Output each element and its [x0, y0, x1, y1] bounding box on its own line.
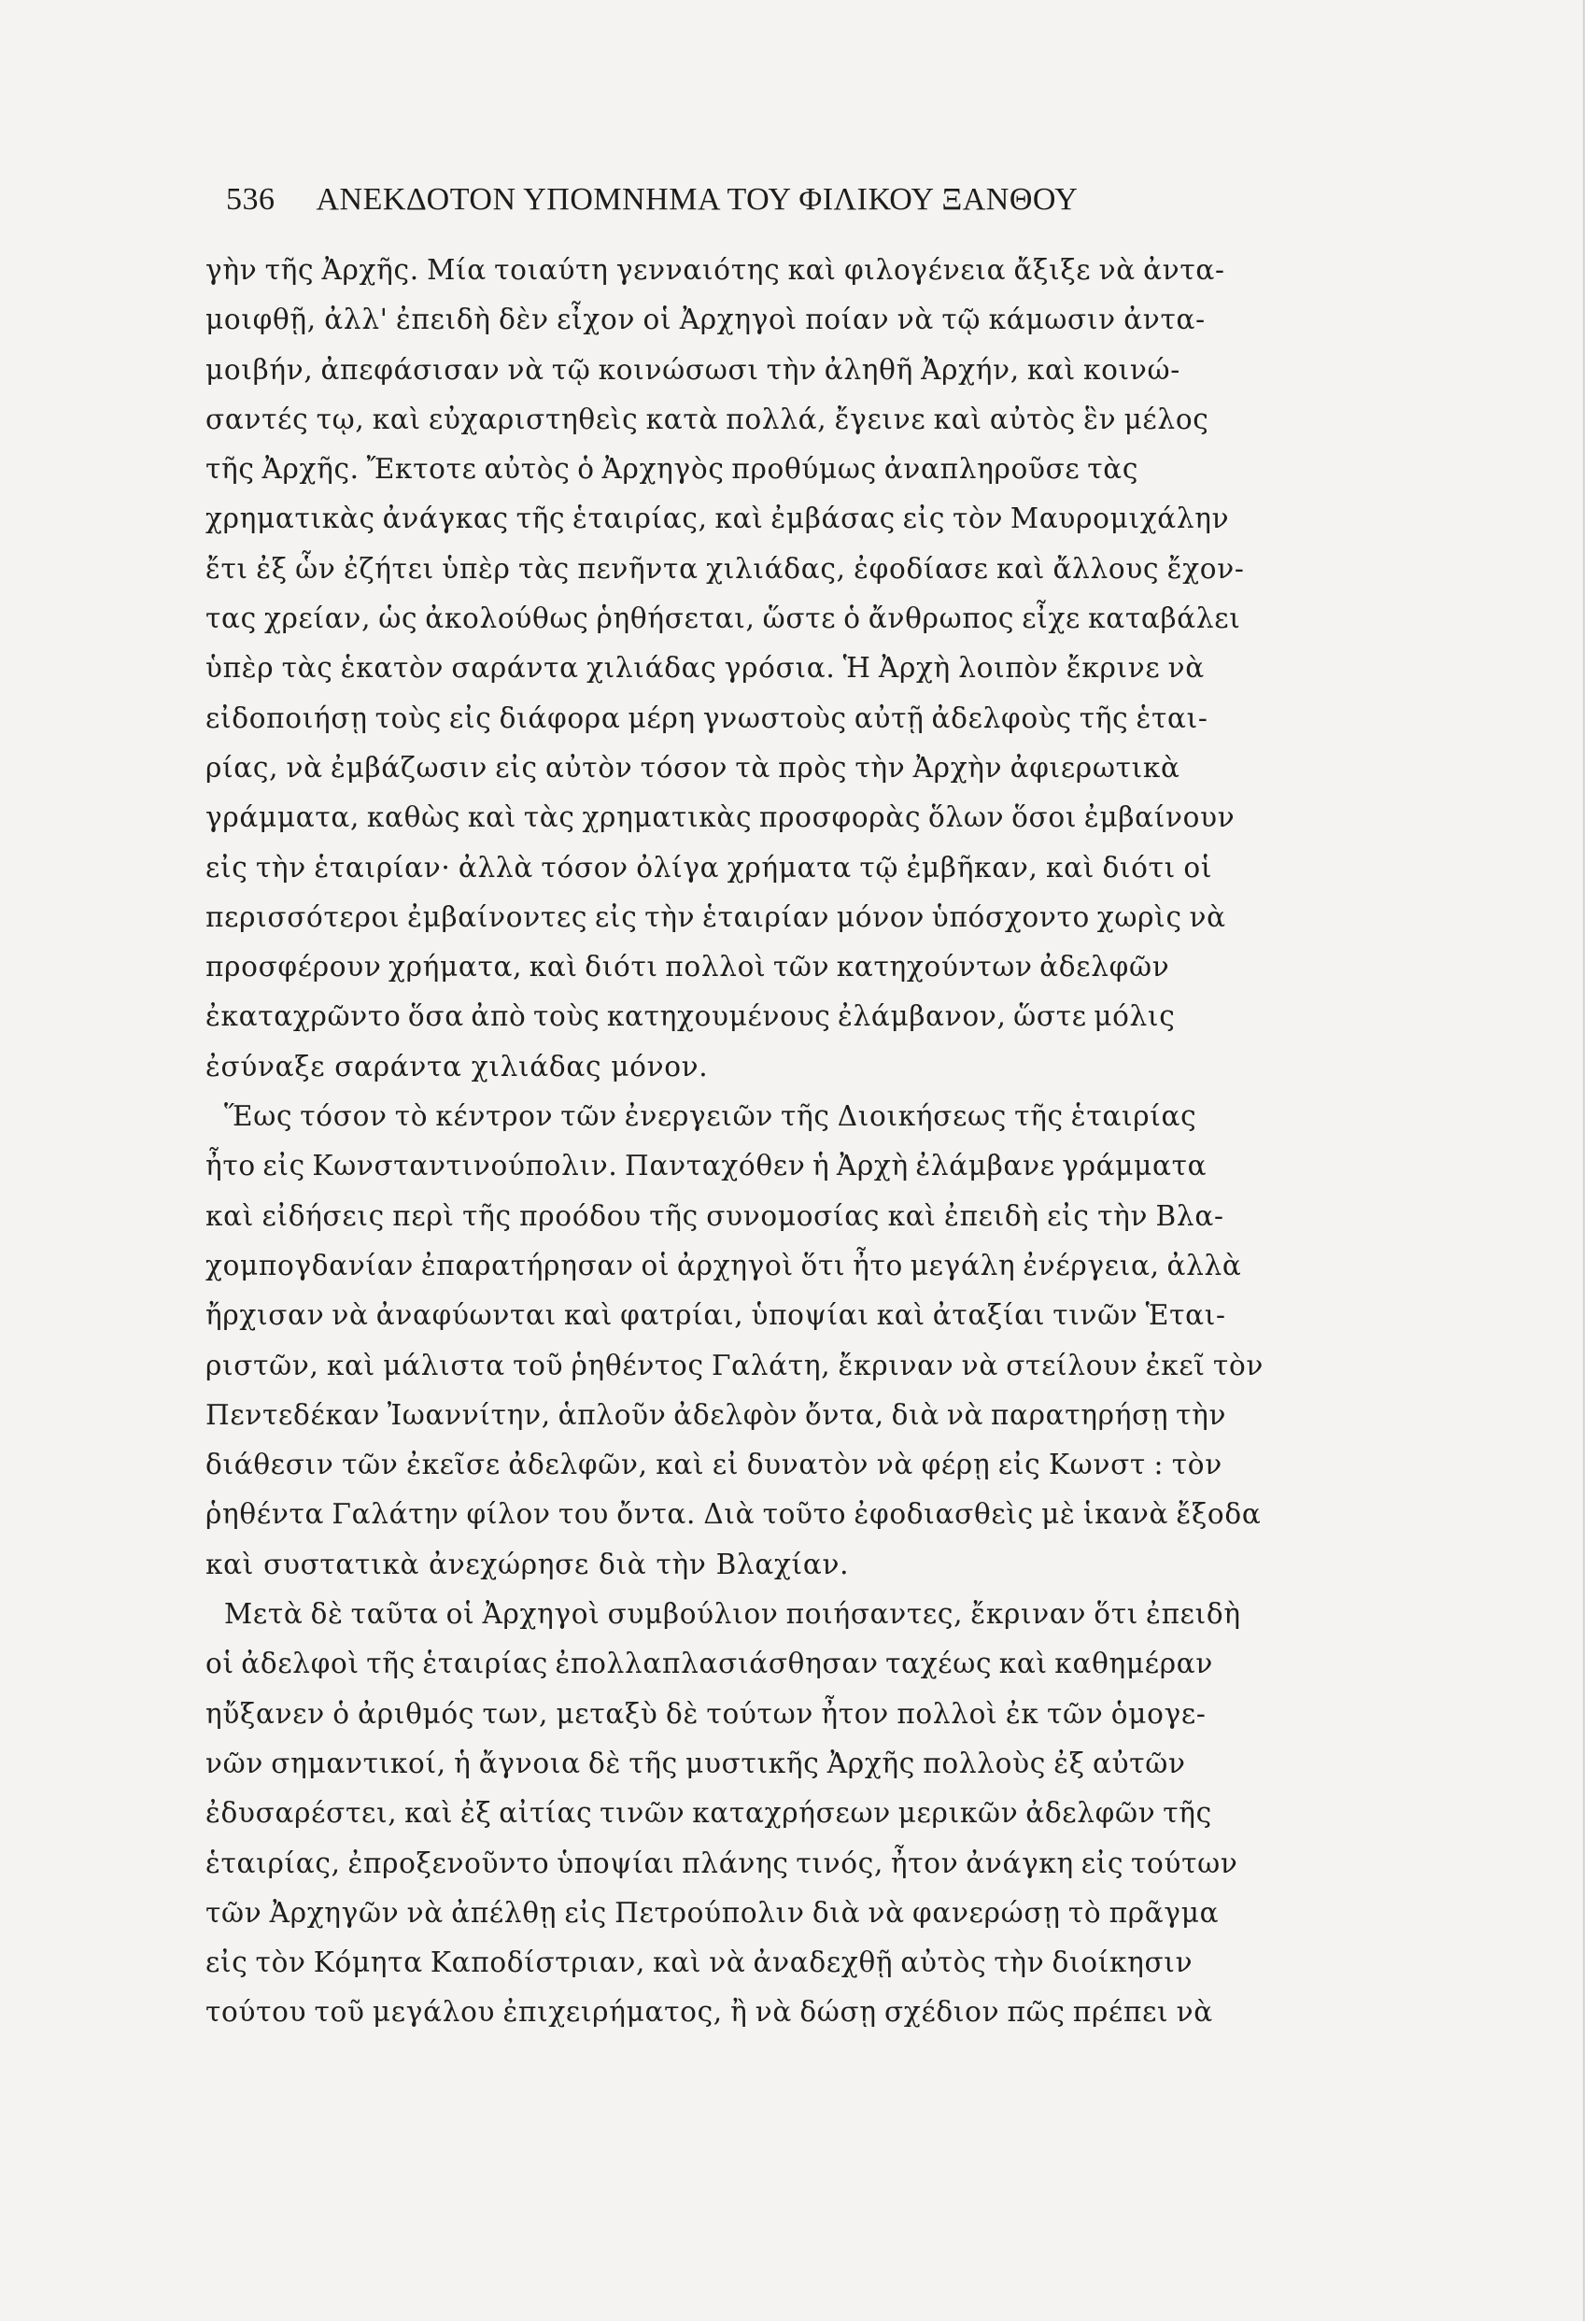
- text-line: ἐδυσαρέστει, καὶ ἐξ αἰτίας τινῶν καταχρήσεων μερικῶν ἀδελφῶν τῆς: [205, 1797, 1212, 1830]
- text-line: μοιφθῇ, ἀλλ' ἐπειδὴ δὲν εἶχον οἱ Ἀρχηγοὶ ποίαν νὰ τῷ κάμωσιν ἀντα-: [205, 304, 1206, 336]
- text-line: καὶ συστατικὰ ἀνεχώρησε διὰ τὴν Βλαχίαν.: [205, 1548, 850, 1580]
- text-line: τῶν Ἀρχηγῶν νὰ ἀπέλθῃ εἰς Πετρούπολιν διὰ νὰ φανερώσῃ τὸ πρᾶγμα: [205, 1896, 1220, 1929]
- text-line: ἑταιρίας, ἐπροξενοῦντο ὑποψίαι πλάνης τινός, ἦτον ἀνάγκη εἰς τούτων: [205, 1847, 1238, 1879]
- text-line: εἰς τὸν Κόμητα Καποδίστριαν, καὶ νὰ ἀναδεχθῇ αὐτὸς τὴν διοίκησιν: [205, 1946, 1193, 1979]
- text-line: οἱ ἀδελφοὶ τῆς ἑταιρίας ἐπολλαπλασιάσθησαν ταχέως καὶ καθημέραν: [205, 1648, 1214, 1680]
- text-line: ἦτο εἰς Κωνσταντινούπολιν. Πανταχόθεν ἡ Ἀρχὴ ἐλάμβανε γράμματα: [205, 1150, 1208, 1182]
- page-number: 536: [226, 182, 275, 217]
- text-line: Πεντεδέκαν Ἰωαννίτην, ἁπλοῦν ἀδελφὸν ὄντα, διὰ νὰ παρατηρήσῃ τὴν: [205, 1398, 1227, 1431]
- text-line: χομπογδανίαν ἐπαρατήρησαν οἱ ἀρχηγοὶ ὅτι ἦτο μεγάλη ἐνέργεια, ἀλλὰ: [205, 1249, 1242, 1281]
- text-line: Μετὰ δὲ ταῦτα οἱ Ἀρχηγοὶ συμβούλιον ποιήσαντες, ἔκριναν ὅτι ἐπειδὴ: [224, 1598, 1241, 1631]
- text-line: διάθεσιν τῶν ἐκεῖσε ἀδελφῶν, καὶ εἰ δυνατὸν νὰ φέρῃ εἰς Κωνστ : τὸν: [205, 1449, 1222, 1481]
- text-line: σαντές τῳ, καὶ εὐχαριστηθεὶς κατὰ πολλά, ἔγεινε καὶ αὐτὸς ἓν μέλος: [205, 403, 1209, 435]
- text-line: Ἕως τόσον τὸ κέντρον τῶν ἐνεργειῶν τῆς Διοικήσεως τῆς ἑταιρίας: [224, 1100, 1197, 1133]
- page-edge: [1583, 0, 1596, 2321]
- text-line: ῥηθέντα Γαλάτην φίλον του ὄντα. Διὰ τοῦτο ἐφοδιασθεὶς μὲ ἱκανὰ ἔξοδα: [205, 1498, 1262, 1531]
- text-line: εἰδοποιήσῃ τοὺς εἰς διάφορα μέρη γνωστοὺς αὐτῇ ἀδελφοὺς τῆς ἑται-: [205, 701, 1208, 734]
- text-line: περισσότεροι ἐμβαίνοντες εἰς τὴν ἑταιρίαν μόνον ὑπόσχοντο χωρὶς νὰ: [205, 900, 1226, 933]
- text-line: ριστῶν, καὶ μάλιστα τοῦ ῥηθέντος Γαλάτη, ἔκριναν νὰ στείλουν ἐκεῖ τὸν: [205, 1349, 1264, 1381]
- text-line: ηὔξανεν ὁ ἀριθμός των, μεταξὺ δὲ τούτων ἦτον πολλοὶ ἐκ τῶν ὁμογε-: [205, 1697, 1207, 1730]
- text-line: ὑπὲρ τὰς ἑκατὸν σαράντα χιλιάδας γρόσια. Ἡ Ἀρχὴ λοιπὸν ἔκρινε νὰ: [205, 652, 1205, 685]
- text-line: καὶ εἰδήσεις περὶ τῆς προόδου τῆς συνομοσίας καὶ ἐπειδὴ εἰς τὴν Βλα-: [205, 1199, 1224, 1232]
- body-text: [205, 246, 1401, 2038]
- text-line: ἐκαταχρῶντο ὅσα ἀπὸ τοὺς κατηχουμένους ἐλάμβανον, ὥστε μόλις: [205, 1000, 1176, 1033]
- text-line: ἔτι ἐξ ὧν ἐζήτει ὑπὲρ τὰς πενῆντα χιλιάδας, ἐφοδίασε καὶ ἄλλους ἔχον-: [205, 552, 1245, 585]
- text-line: προσφέρουν χρήματα, καὶ διότι πολλοὶ τῶν κατηχούντων ἀδελφῶν: [205, 951, 1170, 984]
- text-line: γράμματα, καθὼς καὶ τὰς χρηματικὰς προσφορὰς ὅλων ὅσοι ἐμβαίνουν: [205, 801, 1236, 834]
- text-line: ρίας, νὰ ἐμβάζωσιν εἰς αὐτὸν τόσον τὰ πρὸς τὴν Ἀρχὴν ἀφιερωτικὰ: [205, 751, 1180, 784]
- running-title: ΑΝΕΚΔΟΤΟΝ ΥΠΟΜΝΗΜΑ ΤΟΥ ΦΙΛΙΚΟΥ ΞΑΝΘΟΥ: [316, 182, 1079, 217]
- book-page: [205, 182, 1401, 2038]
- text-line: τῆς Ἀρχῆς. Ἔκτοτε αὐτὸς ὁ Ἀρχηγὸς προθύμως ἀναπληροῦσε τὰς: [205, 453, 1139, 486]
- text-line: εἰς τὴν ἑταιρίαν· ἀλλὰ τόσον ὀλίγα χρήματα τῷ ἐμβῆκαν, καὶ διότι οἱ: [205, 851, 1213, 884]
- text-line: γὴν τῆς Ἀρχῆς. Μία τοιαύτη γενναιότης καὶ φιλογένεια ἄξιξε νὰ ἀντα-: [205, 254, 1225, 286]
- text-line: ἐσύναξε σαράντα χιλιάδας μόνον.: [205, 1050, 709, 1083]
- text-line: χρηματικὰς ἀνάγκας τῆς ἑταιρίας, καὶ ἐμβάσας εἰς τὸν Μαυρομιχάλην: [205, 502, 1230, 535]
- text-line: τας χρείαν, ὡς ἀκολούθως ῥηθήσεται, ὥστε ὁ ἄνθρωπος εἶχε καταβάλει: [205, 602, 1241, 635]
- text-line: νῶν σημαντικοί, ἡ ἄγνοια δὲ τῆς μυστικῆς Ἀρχῆς πολλοὺς ἐξ αὐτῶν: [205, 1747, 1186, 1779]
- running-head: [226, 182, 1401, 218]
- text-line: ἤρχισαν νὰ ἀναφύωνται καὶ φατρίαι, ὑποψίαι καὶ ἀταξίαι τινῶν Ἑται-: [205, 1299, 1226, 1332]
- text-line: τούτου τοῦ μεγάλου ἐπιχειρήματος, ἢ νὰ δώσῃ σχέδιον πῶς πρέπει νὰ: [205, 1996, 1213, 2029]
- text-line: μοιβήν, ἀπεφάσισαν νὰ τῷ κοινώσωσι τὴν ἀληθῆ Ἀρχήν, καὶ κοινώ-: [205, 353, 1180, 386]
